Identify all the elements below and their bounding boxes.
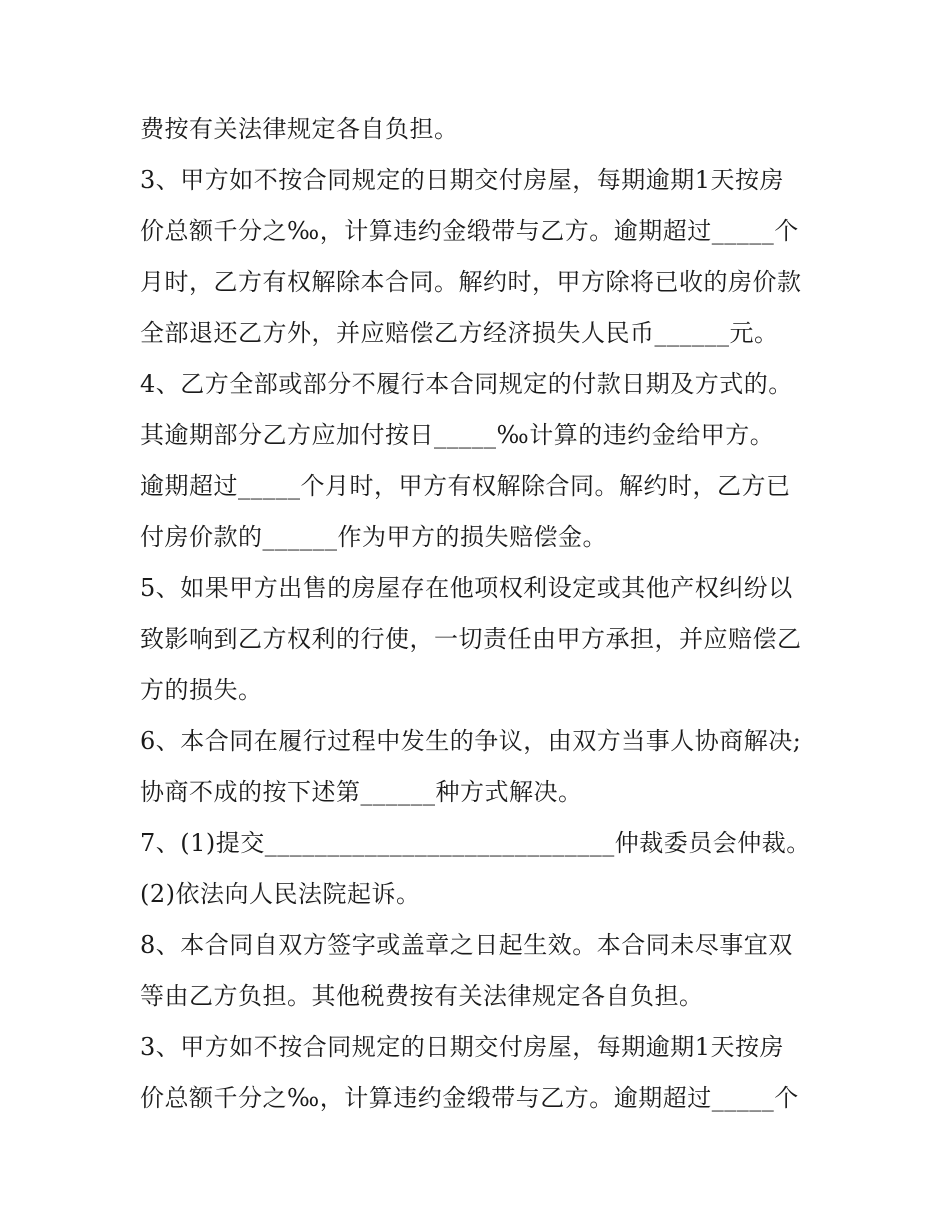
text-line: 等由乙方负担。其他税费按有关法律规定各自负担。 (140, 982, 704, 1010)
text-line: 6、本合同在履行过程中发生的争议，由双方当事人协商解决; (140, 727, 802, 755)
text-line: 8、本合同自双方签字或盖章之日起生效。本合同未尽事宜双 (140, 931, 793, 959)
text-line: 方的损失。 (140, 676, 263, 704)
text-line: 月时，乙方有权解除本合同。解约时，甲方除将已收的房价款 (140, 268, 802, 296)
text-line: 4、乙方全部或部分不履行本合同规定的付款日期及方式的。 (140, 370, 793, 398)
text-line: 付房价款的______作为甲方的损失赔偿金。 (140, 523, 607, 551)
text-line: 其逾期部分乙方应加付按日_____‰计算的违约金给甲方。 (140, 421, 775, 449)
text-line: 逾期超过_____个月时，甲方有权解除合同。解约时，乙方已 (140, 472, 791, 500)
text-line: 协商不成的按下述第______种方式解决。 (140, 778, 583, 806)
text-line: 致影响到乙方权利的行使，一切责任由甲方承担，并应赔偿乙 (140, 625, 802, 653)
text-line: 7、(1)提交____________________________仲裁委员会仲裁。 (140, 829, 811, 857)
text-line: 全部退还乙方外，并应赔偿乙方经济损失人民币______元。 (140, 319, 779, 347)
text-line: 费按有关法律规定各自负担。 (140, 115, 459, 143)
text-line: 3、甲方如不按合同规定的日期交付房屋，每期逾期1天按房 (140, 1033, 785, 1061)
text-line: 价总额千分之‰，计算违约金缎带与乙方。逾期超过_____个 (140, 1084, 799, 1112)
text-line: 5、如果甲方出售的房屋存在他项权利设定或其他产权纠纷以 (140, 574, 793, 602)
text-line: (2)依法向人民法院起诉。 (140, 880, 421, 908)
text-line: 3、甲方如不按合同规定的日期交付房屋，每期逾期1天按房 (140, 166, 785, 194)
text-line: 价总额千分之‰，计算违约金缎带与乙方。逾期超过_____个 (140, 217, 799, 245)
